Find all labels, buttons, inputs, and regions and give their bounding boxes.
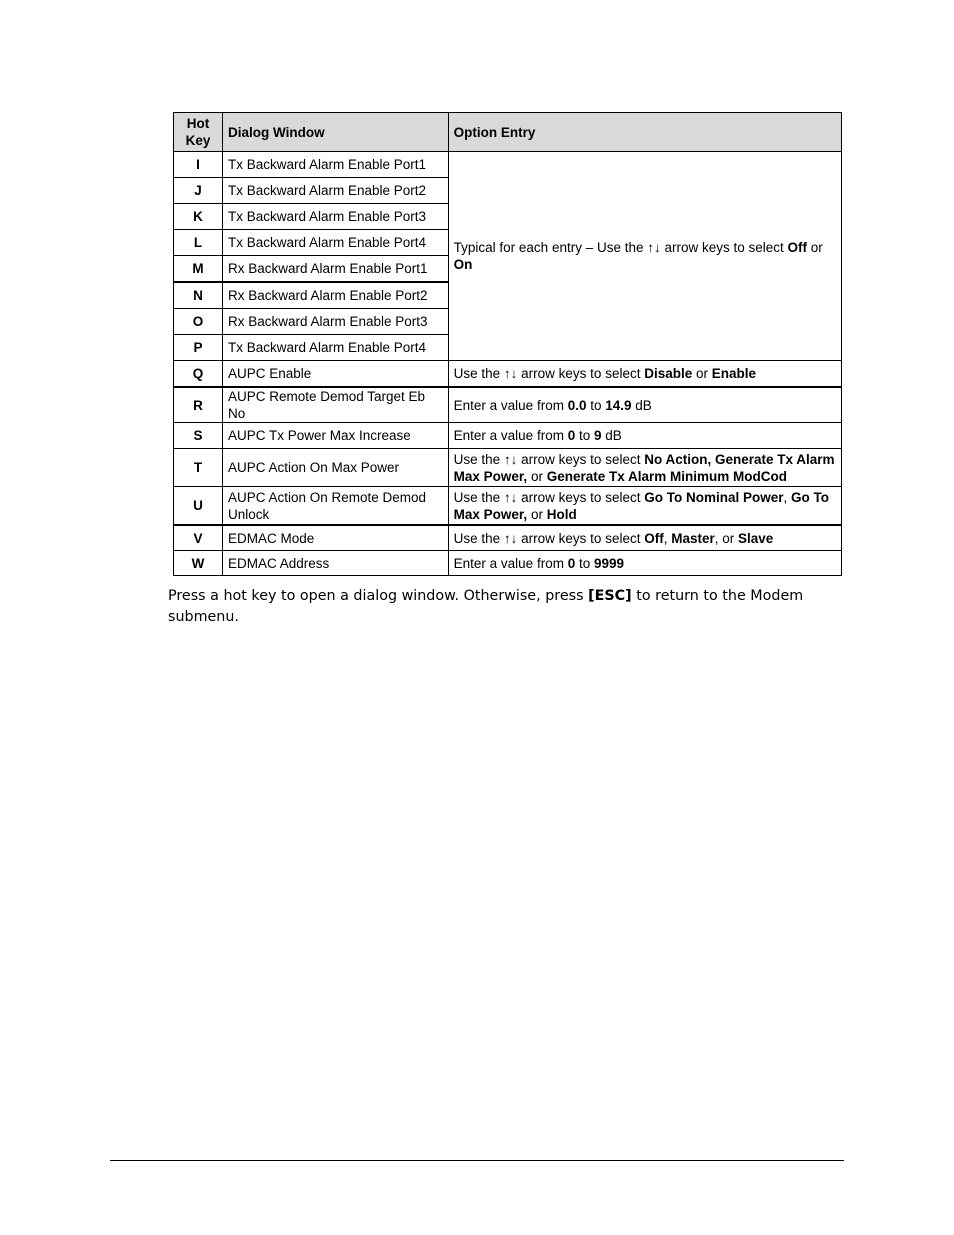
hot-key-cell: O [174, 309, 223, 335]
hot-key-cell: R [174, 387, 223, 423]
dialog-window-cell: Rx Backward Alarm Enable Port2 [222, 282, 448, 309]
hot-key-cell: J [174, 178, 223, 204]
option-text: dB [601, 428, 622, 443]
option-text: Use the ↑↓ arrow keys to select [453, 451, 645, 467]
option-entry-cell [448, 525, 841, 551]
option-value: 0.0 [567, 397, 587, 413]
table-row [174, 487, 842, 526]
option-value: Disable [644, 366, 693, 381]
option-text: Use the ↑↓ arrow keys to select [453, 366, 645, 381]
option-text: Use the ↑↓ arrow keys to select [453, 489, 645, 505]
option-text: dB [631, 397, 652, 413]
option-text: Enter a value from [453, 555, 568, 571]
hot-key-cell: W [174, 551, 223, 576]
hot-key-cell: L [174, 230, 223, 256]
instruction-text: to return to the Modem submenu. [168, 588, 804, 625]
hotkey-table [173, 112, 842, 576]
table-row [174, 387, 842, 423]
option-text: Use the ↑↓ arrow keys to select [453, 530, 645, 546]
dialog-window-cell: AUPC Tx Power Max Increase [222, 423, 448, 449]
header-option-entry: Option Entry [448, 113, 841, 152]
dialog-window-cell: Tx Backward Alarm Enable Port2 [222, 178, 448, 204]
hot-key-cell: V [174, 525, 223, 551]
option-text: , [663, 530, 672, 546]
hot-key-cell: Q [174, 361, 223, 388]
option-value: Off [787, 240, 808, 255]
option-entry-cell [448, 423, 841, 449]
dialog-window-cell: EDMAC Mode [222, 525, 448, 551]
option-value: Master [671, 530, 715, 546]
option-value: Hold [546, 506, 577, 522]
option-text: or [807, 240, 823, 255]
option-value: No Action, Generate Tx Alarm Max Power, [453, 451, 835, 484]
option-text: Typical for each entry – Use the ↑↓ arrow keys to select [453, 240, 788, 255]
option-text: or [527, 468, 547, 484]
table-row [174, 551, 842, 576]
hot-key-cell: N [174, 282, 223, 309]
dialog-window-cell: Tx Backward Alarm Enable Port4 [222, 230, 448, 256]
table-row [174, 152, 842, 178]
option-entry-cell [448, 449, 841, 487]
option-value: 9 [593, 428, 602, 443]
option-text: or [692, 366, 712, 381]
option-entry-cell [448, 551, 841, 576]
hot-key-cell: M [174, 256, 223, 283]
option-text: Enter a value from [453, 428, 568, 443]
option-text: , or [714, 530, 739, 546]
dialog-window-cell: Tx Backward Alarm Enable Port1 [222, 152, 448, 178]
dialog-window-cell: EDMAC Address [222, 551, 448, 576]
header-hot-key: Hot Key [174, 113, 223, 152]
option-entry-cell [448, 487, 841, 526]
table-row [174, 361, 842, 388]
option-entry-cell [448, 152, 841, 361]
option-value: On [453, 257, 473, 272]
footer-divider [110, 1160, 844, 1161]
hot-key-cell: K [174, 204, 223, 230]
esc-key-label: [ESC] [588, 588, 632, 604]
option-entry-cell [448, 361, 841, 388]
dialog-window-cell: Tx Backward Alarm Enable Port4 [222, 335, 448, 361]
option-text: Enter a value from [453, 397, 568, 413]
hot-key-cell: P [174, 335, 223, 361]
instruction-paragraph [168, 586, 818, 628]
dialog-window-cell: AUPC Action On Max Power [222, 449, 448, 487]
dialog-window-cell: AUPC Enable [222, 361, 448, 388]
option-value: 0 [567, 555, 576, 571]
table-header-row [174, 113, 842, 152]
header-dialog-window: Dialog Window [222, 113, 448, 152]
option-text: to [586, 397, 606, 413]
dialog-window-cell: Tx Backward Alarm Enable Port3 [222, 204, 448, 230]
option-value: 14.9 [605, 397, 632, 413]
dialog-window-cell: AUPC Remote Demod Target Eb No [222, 387, 448, 423]
option-text: to [575, 428, 594, 443]
dialog-window-cell: Rx Backward Alarm Enable Port3 [222, 309, 448, 335]
option-text: , [783, 489, 791, 505]
option-value: Off [644, 530, 664, 546]
hot-key-cell: T [174, 449, 223, 487]
dialog-window-cell: AUPC Action On Remote Demod Unlock [222, 487, 448, 526]
dialog-window-cell: Rx Backward Alarm Enable Port1 [222, 256, 448, 283]
option-value: Enable [711, 366, 757, 381]
table-row [174, 423, 842, 449]
hot-key-cell: I [174, 152, 223, 178]
option-value: Generate Tx Alarm Minimum ModCod [546, 468, 787, 484]
option-value: Go To Nominal Power [644, 489, 784, 505]
table-row [174, 525, 842, 551]
hot-key-cell: S [174, 423, 223, 449]
table-row [174, 449, 842, 487]
option-text: or [527, 506, 547, 522]
option-value: 0 [567, 428, 576, 443]
hot-key-cell: U [174, 487, 223, 526]
option-entry-cell [448, 387, 841, 423]
instruction-text: Press a hot key to open a dialog window. Otherwise, press [168, 588, 589, 604]
option-value: Slave [738, 530, 774, 546]
option-text: to [575, 555, 594, 571]
option-value: Go To Max Power, [453, 489, 829, 522]
option-value: 9999 [593, 555, 625, 571]
